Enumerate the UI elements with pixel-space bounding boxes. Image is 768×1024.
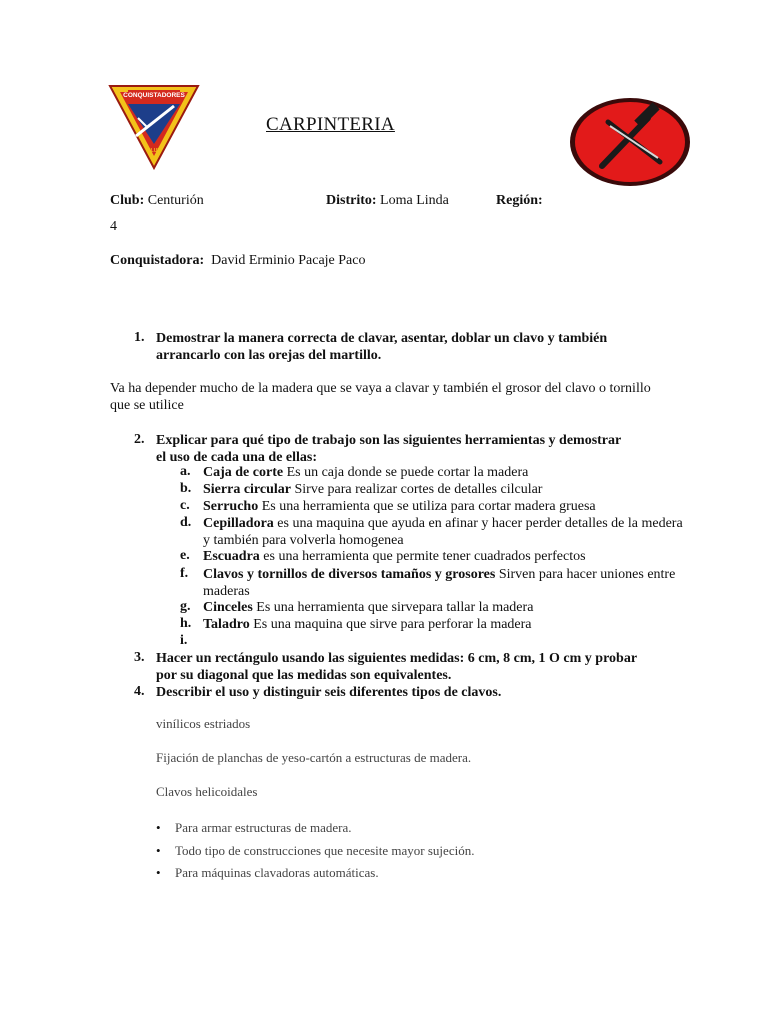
tool-g (203, 599, 683, 616)
conquistadora-label: Conquistadora: (110, 253, 205, 268)
tool-d (203, 515, 683, 549)
club-label: Club: (110, 193, 145, 208)
tool-f (203, 566, 683, 600)
tool-h-letter: h. (180, 616, 192, 631)
tool-g-name: Cinceles (203, 600, 253, 615)
bullet-icon: • (156, 843, 161, 858)
question-4-text: Describir el uso y distinguir seis diferentes tipos de clavos. (156, 685, 502, 700)
nail-type-1: vinílicos estriados (156, 716, 251, 731)
nail-bullet-2: Todo tipo de construcciones que necesite mayor sujeción. (175, 843, 475, 858)
question-3-text: Hacer un rectángulo usando las siguientes medidas: 6 cm, 8 cm, 1 O cm y probar por su diagonal que las medidas son equivalentes. (156, 651, 637, 683)
tool-h-name: Taladro (203, 617, 250, 632)
conquistadora-field (110, 252, 365, 269)
tool-f-letter: f. (180, 566, 189, 581)
tool-b-letter: b. (180, 481, 192, 496)
tool-f-name: Clavos y tornillos de diversos tamaños y grosores (203, 567, 496, 582)
tool-d-letter: d. (180, 515, 192, 530)
club-value: Centurión (147, 193, 204, 208)
bullet-icon: • (156, 865, 161, 880)
tool-g-letter: g. (180, 599, 191, 614)
tool-e (203, 548, 683, 565)
nail-type-2: Clavos helicoidales (156, 784, 258, 799)
tool-a (203, 464, 683, 481)
logo-text: CONQUISTADORES (123, 92, 185, 99)
tool-a-name: Caja de corte (203, 465, 284, 480)
tool-c-desc: Es una herramienta que se utiliza para cortar madera gruesa (258, 499, 596, 514)
tool-c (203, 498, 683, 515)
region-value: 4 (110, 219, 117, 234)
tool-i-letter: i. (180, 633, 188, 648)
distrito-label: Distrito: (326, 193, 377, 208)
tool-f-desc: Sirven para hacer uniones entre maderas (203, 567, 676, 599)
tool-g-desc: Es una herramienta que sirvepara tallar la madera (252, 600, 534, 615)
tool-e-letter: e. (180, 548, 190, 563)
tool-b (203, 481, 683, 498)
tool-b-name: Sierra circular (203, 482, 291, 497)
question-3-number: 3. (134, 650, 145, 665)
conquistadores-logo-icon (108, 84, 200, 170)
question-1-text: Demostrar la manera correcta de clavar, asentar, doblar un clavo y también arrancarlo con las orejas del martillo. (156, 331, 608, 363)
tool-b-desc: Sirve para realizar cortes de detalles cilcular (291, 482, 543, 497)
nail-bullet-3: Para máquinas clavadoras automáticas. (175, 865, 379, 880)
tool-d-name: Cepilladora (203, 516, 274, 531)
carpentry-patch-icon (568, 96, 692, 188)
question-2-text: Explicar para qué tipo de trabajo son las siguientes herramientas y demostrar el uso de cada una de ellas: (156, 433, 621, 465)
tool-h (203, 616, 683, 633)
region-label: Región: (496, 193, 543, 208)
bullet-icon: • (156, 820, 161, 835)
nail-bullet-1: Para armar estructuras de madera. (175, 820, 352, 835)
tool-c-letter: c. (180, 498, 190, 513)
tool-h-desc: Es una maquina que sirve para perforar la madera (249, 617, 532, 632)
conquistadora-value: David Erminio Pacaje Paco (211, 253, 366, 268)
question-2-number: 2. (134, 432, 145, 447)
tool-a-letter: a. (180, 464, 191, 479)
question-1-number: 1. (134, 330, 145, 345)
tool-c-name: Serrucho (203, 499, 259, 514)
tool-a-desc: Es un caja donde se puede cortar la madera (283, 465, 529, 480)
answer-1-text: Va ha depender mucho de la madera que se vaya a clavar y también el grosor del clavo o tornillo que se utilice (110, 381, 651, 413)
document-title: CARPINTERIA (266, 114, 395, 135)
club-field (110, 192, 204, 209)
question-4-number: 4. (134, 684, 145, 699)
nail-type-1-use: Fijación de planchas de yeso-cartón a estructuras de madera. (156, 750, 472, 765)
distrito-value: Loma Linda (380, 193, 449, 208)
distrito-field (326, 192, 449, 209)
tool-e-name: Escuadra (203, 549, 260, 564)
logo-subtext: CLUB (147, 148, 161, 154)
tool-d-desc: es una maquina que ayuda en afinar y hacer perder detalles de la medera y también para volverla homogenea (203, 516, 683, 548)
tool-e-desc: es una herramienta que permite tener cuadrados perfectos (259, 549, 586, 564)
